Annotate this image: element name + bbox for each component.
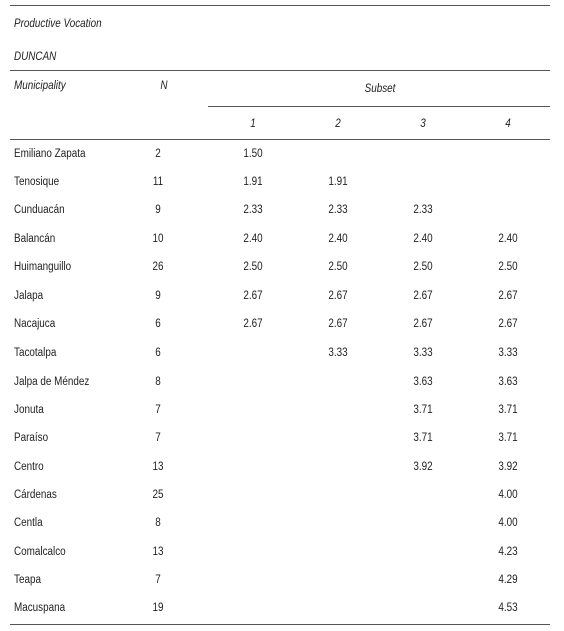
row-subset-1: 1.91	[243, 176, 263, 188]
row-n: 6	[155, 347, 161, 359]
row-n: 26	[152, 261, 164, 273]
row-municipality: Nacajuca	[14, 318, 56, 330]
row-subset-3: 2.40	[413, 233, 433, 245]
row-subset-2: 3.33	[328, 347, 348, 359]
bottom-rule	[10, 624, 550, 625]
row-municipality: Tenosique	[14, 176, 60, 188]
row-n: 8	[155, 517, 161, 529]
header-subset-2: 2	[335, 118, 341, 130]
test-name: DUNCAN	[14, 51, 57, 63]
row-subset-3: 3.92	[413, 461, 433, 473]
row-municipality: Jonuta	[14, 404, 44, 416]
row-subset-4: 2.67	[498, 290, 518, 302]
row-municipality: Centla	[14, 517, 43, 529]
row-n: 9	[155, 290, 161, 302]
row-subset-4: 4.23	[498, 546, 518, 558]
row-municipality: Comalcalco	[14, 546, 66, 558]
row-subset-1: 2.33	[243, 204, 263, 216]
row-subset-4: 3.33	[498, 347, 518, 359]
row-subset-1: 2.40	[243, 233, 263, 245]
row-n: 8	[155, 376, 161, 388]
header-subset-1: 1	[250, 118, 256, 130]
row-subset-2: 1.91	[328, 176, 348, 188]
row-subset-3: 3.71	[413, 404, 433, 416]
row-n: 19	[152, 602, 164, 614]
row-n: 25	[152, 489, 164, 501]
row-municipality: Cárdenas	[14, 489, 57, 501]
row-subset-3: 2.67	[413, 318, 433, 330]
row-subset-1: 2.67	[243, 290, 263, 302]
row-municipality: Jalapa	[14, 290, 44, 302]
row-subset-4: 2.67	[498, 318, 518, 330]
header-subset-3: 3	[420, 118, 426, 130]
row-subset-4: 3.71	[498, 432, 518, 444]
row-subset-4: 3.71	[498, 404, 518, 416]
row-subset-2: 2.40	[328, 233, 348, 245]
row-n: 7	[155, 432, 161, 444]
row-municipality: Balancán	[14, 233, 56, 245]
row-n: 13	[152, 546, 164, 558]
row-municipality: Jalpa de Méndez	[14, 376, 90, 388]
row-subset-1: 1.50	[243, 148, 263, 160]
row-n: 6	[155, 318, 161, 330]
row-subset-4: 4.00	[498, 517, 518, 529]
row-municipality: Tacotalpa	[14, 347, 57, 359]
row-subset-4: 4.29	[498, 574, 518, 586]
row-subset-2: 2.33	[328, 204, 348, 216]
row-subset-4: 4.00	[498, 489, 518, 501]
header-municipality: Municipality	[14, 80, 66, 92]
row-n: 11	[152, 176, 164, 188]
header-n: N	[160, 80, 168, 92]
row-subset-4: 4.53	[498, 602, 518, 614]
row-subset-3: 2.50	[413, 261, 433, 273]
row-n: 7	[155, 574, 161, 586]
header-bottom-rule	[10, 139, 550, 140]
subset-rule	[208, 106, 550, 107]
row-subset-3: 2.67	[413, 290, 433, 302]
row-subset-1: 2.50	[243, 261, 263, 273]
top-rule	[10, 5, 550, 6]
row-municipality: Huimanguillo	[14, 261, 72, 273]
row-subset-3: 2.33	[413, 204, 433, 216]
row-municipality: Cunduacán	[14, 204, 65, 216]
row-subset-4: 3.63	[498, 376, 518, 388]
row-subset-3: 3.63	[413, 376, 433, 388]
row-subset-3: 3.33	[413, 347, 433, 359]
row-municipality: Macuspana	[14, 602, 66, 614]
row-subset-2: 2.50	[328, 261, 348, 273]
row-subset-3: 3.71	[413, 432, 433, 444]
row-municipality: Teapa	[14, 574, 41, 586]
row-subset-2: 2.67	[328, 318, 348, 330]
row-municipality: Centro	[14, 461, 44, 473]
row-municipality: Paraíso	[14, 432, 49, 444]
row-subset-4: 2.40	[498, 233, 518, 245]
row-municipality: Emiliano Zapata	[14, 148, 86, 160]
row-n: 2	[155, 148, 161, 160]
row-subset-1: 2.67	[243, 318, 263, 330]
row-subset-2: 2.67	[328, 290, 348, 302]
test-name-rule	[10, 70, 550, 71]
row-subset-4: 3.92	[498, 461, 518, 473]
header-subset: Subset	[364, 83, 396, 95]
row-n: 7	[155, 404, 161, 416]
table-title: Productive Vocation	[14, 18, 102, 30]
row-subset-4: 2.50	[498, 261, 518, 273]
row-n: 9	[155, 204, 161, 216]
row-n: 10	[152, 233, 164, 245]
header-subset-4: 4	[505, 118, 511, 130]
row-n: 13	[152, 461, 164, 473]
